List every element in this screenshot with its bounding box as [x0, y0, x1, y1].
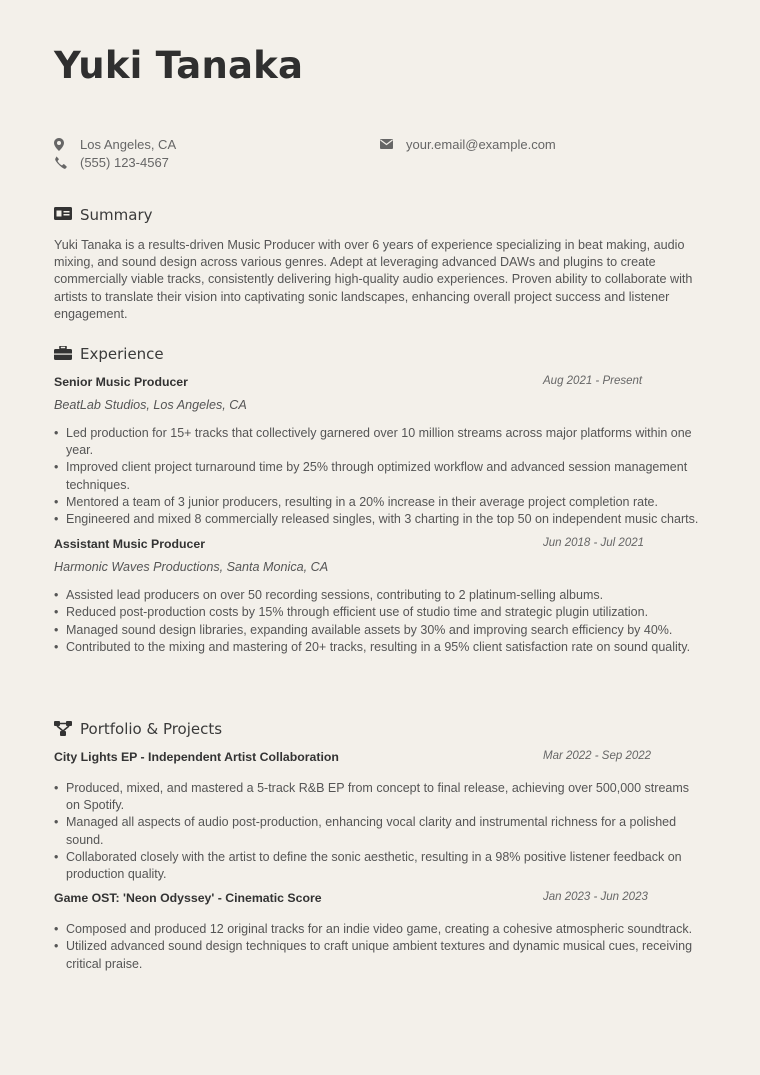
envelope-icon [380, 139, 396, 149]
sitemap-icon [54, 721, 72, 737]
bullet-item: • Mentored a team of 3 junior producers, resulting in a 20% increase in their average project completion rate. [54, 494, 706, 511]
project-bullets [54, 921, 706, 973]
contact-right [380, 135, 556, 153]
candidate-name: Yuki Tanaka [54, 44, 304, 87]
contact-location [54, 135, 176, 153]
projects-section [54, 718, 706, 973]
job-entry [54, 537, 706, 656]
project-header [54, 750, 706, 770]
bullet-item: • Collaborated closely with the artist to define the sonic aesthetic, resulting in a 98% positive listener feedback on production quality. [54, 849, 706, 883]
bullet-item: • Managed all aspects of audio post-production, enhancing vocal clarity and instrumental richness for a polished sound. [54, 814, 706, 848]
phone-icon [54, 156, 70, 169]
experience-title: Experience [80, 345, 164, 363]
contact-email[interactable] [380, 135, 556, 153]
contact-left [54, 135, 176, 171]
job-bullets [54, 587, 706, 656]
job-role: Assistant Music Producer [54, 537, 206, 552]
job-role: Senior Music Producer [54, 375, 188, 389]
bullet-item: • Managed sound design libraries, expanding available assets by 30% and improving search efficiency by 40%. [54, 622, 706, 639]
projects-title: Portfolio & Projects [80, 720, 223, 738]
bullet-item: • Contributed to the mixing and mastering of 20+ tracks, resulting in a 95% client satisfaction rate on sound quality. [54, 639, 706, 656]
project-name: City Lights EP - Independent Artist Collaboration [54, 750, 339, 764]
bullet-item: • Led production for 15+ tracks that collectively garnered over 10 million streams across major platforms within one year. [54, 425, 706, 459]
project-date: Jan 2023 - Jun 2023 [543, 891, 648, 904]
project-header [54, 891, 706, 911]
location-text: Los Angeles, CA [80, 136, 177, 152]
project-entry [54, 891, 706, 973]
bullet-item: • Utilized advanced sound design techniques to craft unique ambient textures and dynamic musical cues, receiving critical praise. [54, 938, 706, 972]
job-date: Jun 2018 - Jul 2021 [543, 537, 645, 550]
bullet-item: • Reduced post-production costs by 15% through efficient use of studio time and strategic plugin utilization. [54, 604, 706, 621]
job-header [54, 537, 706, 557]
job-company: BeatLab Studios, Los Angeles, CA [54, 398, 247, 412]
job-bullets [54, 425, 706, 528]
phone-text: (555) 123-4567 [80, 154, 169, 170]
job-entry [54, 375, 706, 528]
id-card-icon [54, 207, 72, 223]
summary-title: Summary [80, 206, 153, 224]
bullet-item: • Assisted lead producers on over 50 recording sessions, contributing to 2 platinum-selling albums. [54, 587, 706, 604]
projects-header [54, 718, 706, 740]
job-header [54, 375, 706, 395]
bullet-item: • Improved client project turnaround time by 25% through optimized workflow and advanced session management techniques. [54, 459, 706, 493]
project-name: Game OST: 'Neon Odyssey' - Cinematic Score [54, 891, 322, 906]
experience-section [54, 343, 706, 656]
contact-phone [54, 153, 176, 171]
project-date: Mar 2022 - Sep 2022 [543, 750, 652, 762]
email-text[interactable]: your.email@example.com [406, 136, 556, 152]
job-date: Aug 2021 - Present [543, 375, 643, 387]
job-company: Harmonic Waves Productions, Santa Monica, CA [54, 560, 329, 575]
map-pin-icon [54, 138, 70, 151]
bullet-item: • Engineered and mixed 8 commercially released singles, with 3 charting in the top 50 on independent music charts. [54, 511, 706, 528]
briefcase-icon [54, 346, 72, 362]
bullet-item: • Composed and produced 12 original tracks for an indie video game, creating a cohesive atmospheric soundtrack. [54, 921, 706, 938]
experience-header [54, 343, 706, 365]
summary-header [54, 204, 706, 226]
bullet-item: • Produced, mixed, and mastered a 5-track R&B EP from concept to final release, achieving over 500,000 streams on Spotify. [54, 780, 706, 814]
summary-section [54, 204, 706, 323]
summary-text: Yuki Tanaka is a results-driven Music Producer with over 6 years of experience specializing in beat making, audio mixing, and sound design across various genres. Adept at leveraging advanced DAWs and plugins to create commercially viable tracks, consistently delivering high-quality audio experiences. Proven ability to collaborate with artists to translate their vision into captivating sonic landscapes, enhancing overall project success and listener engagement. [54, 238, 693, 321]
project-entry [54, 750, 706, 883]
project-bullets [54, 780, 706, 883]
